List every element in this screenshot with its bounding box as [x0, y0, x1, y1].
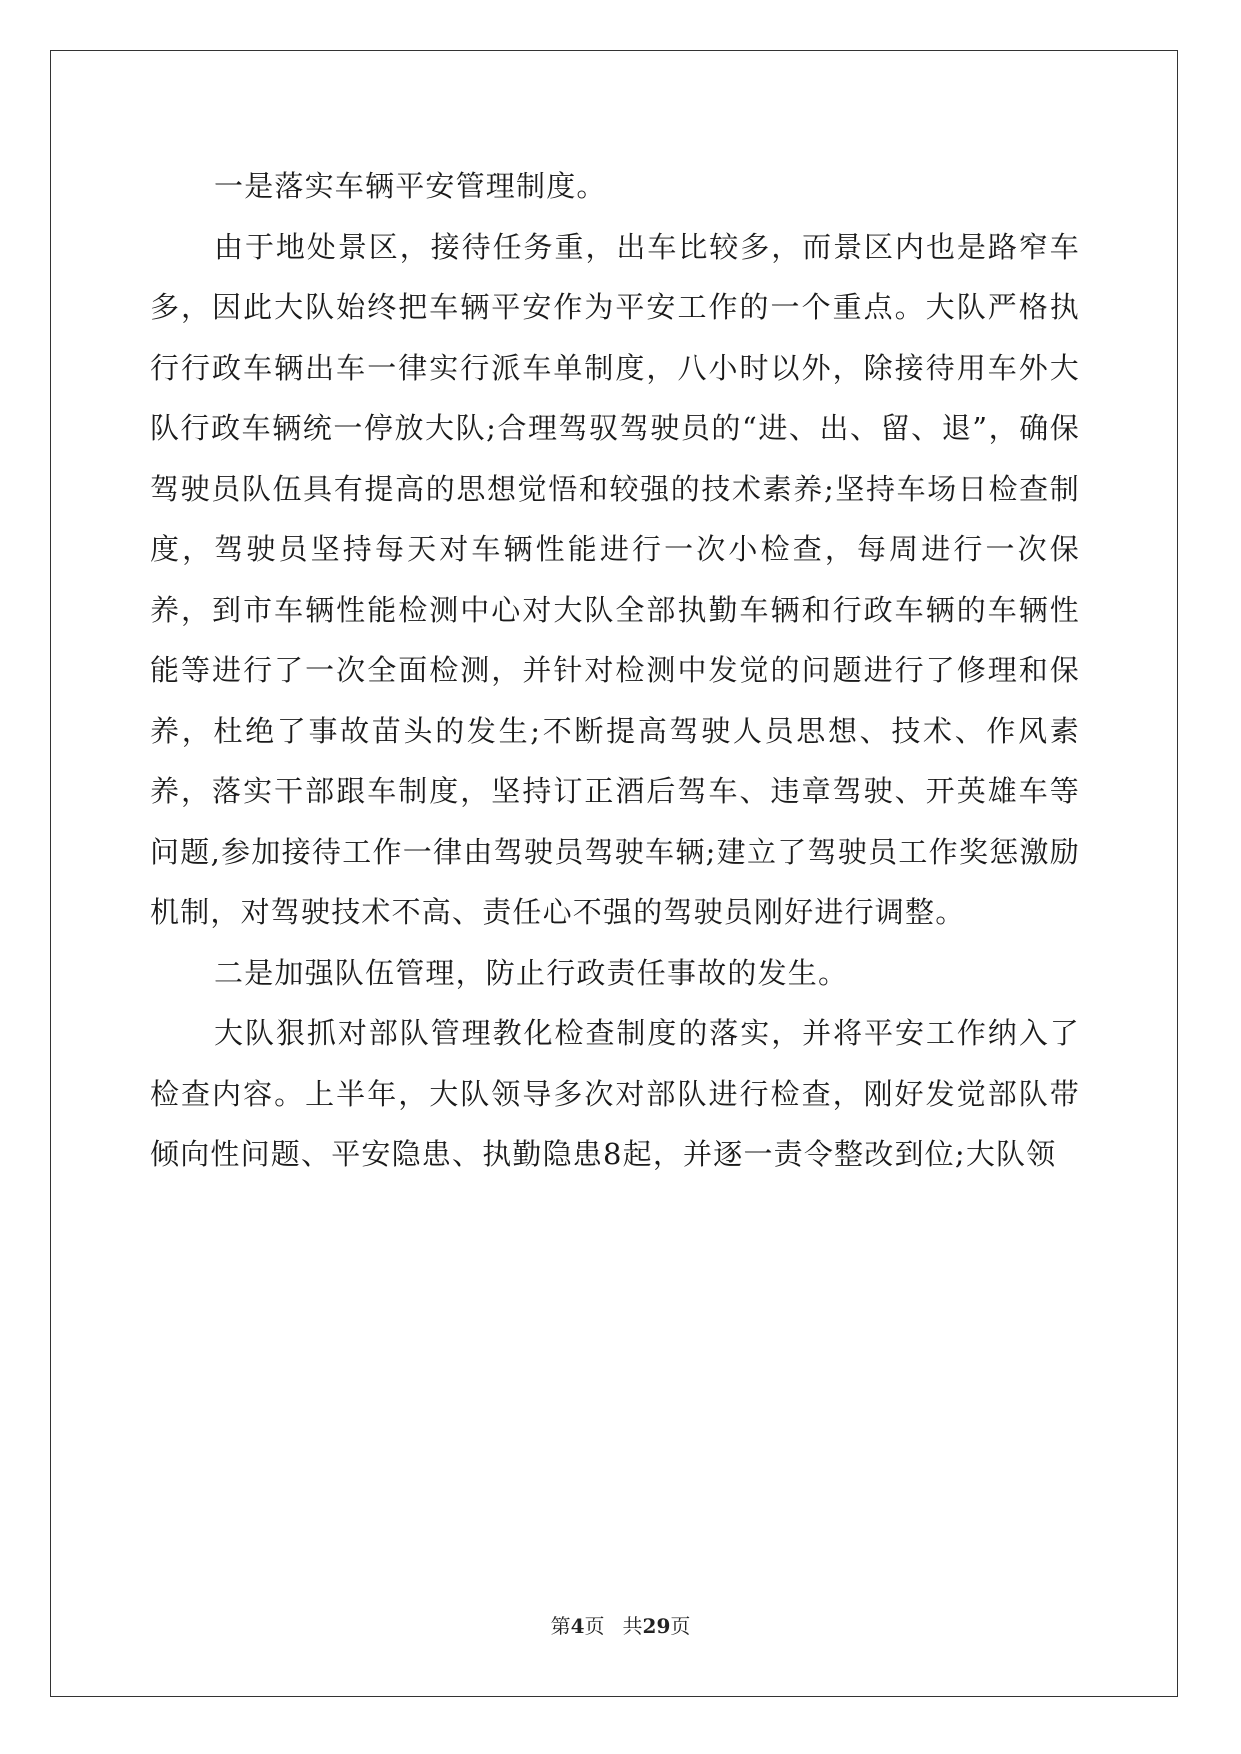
page-footer: [0, 1610, 1241, 1639]
document-body: [150, 156, 1080, 1185]
footer-total-pages: 29: [642, 1614, 671, 1638]
footer-page-suffix: 页: [584, 1614, 605, 1638]
footer-total-suffix: 页: [670, 1614, 691, 1638]
paragraph-4: 大队狠抓对部队管理教化检查制度的落实，并将平安工作纳入了检查内容。上半年，大队领导多次对部队进行检查，刚好发觉部队带倾向性问题、平安隐患、执勤隐患8起，并逐一责令整改到位;大队领: [150, 1016, 1080, 1171]
paragraph-2: 由于地处景区，接待任务重，出车比较多，而景区内也是路窄车多，因此大队始终把车辆平安作为平安工作的一个重点。大队严格执行行政车辆出车一律实行派车单制度，八小时以外，除接待用车外大队行政车辆统一停放大队;合理驾驭驾驶员的“进、出、留、退”，确保驾驶员队伍具有提高的思想觉悟和较强的技术素养;坚持车场日检查制度，驾驶员坚持每天对车辆性能进行一次小检查，每周进行一次保养，到市车辆性能检测中心对大队全部执勤车辆和行政车辆的车辆性能等进行了一次全面检测，并针对检测中发觉的问题进行了修理和保养，杜绝了事故苗头的发生;不断提高驾驶人员思想、技术、作风素养，落实干部跟车制度，坚持订正酒后驾车、违章驾驶、开英雄车等问题,参加接待工作一律由驾驶员驾驶车辆;建立了驾驶员工作奖惩激励机制，对驾驶技术不高、责任心不强的驾驶员刚好进行调整。: [150, 229, 1080, 929]
footer-page-number: 4: [570, 1614, 585, 1638]
footer-prefix: 第: [550, 1614, 571, 1638]
paragraph-1: 一是落实车辆平安管理制度。: [214, 169, 607, 203]
paragraph-3: 二是加强队伍管理，防止行政责任事故的发生。: [214, 955, 849, 990]
footer-total-prefix: 共: [622, 1614, 643, 1638]
